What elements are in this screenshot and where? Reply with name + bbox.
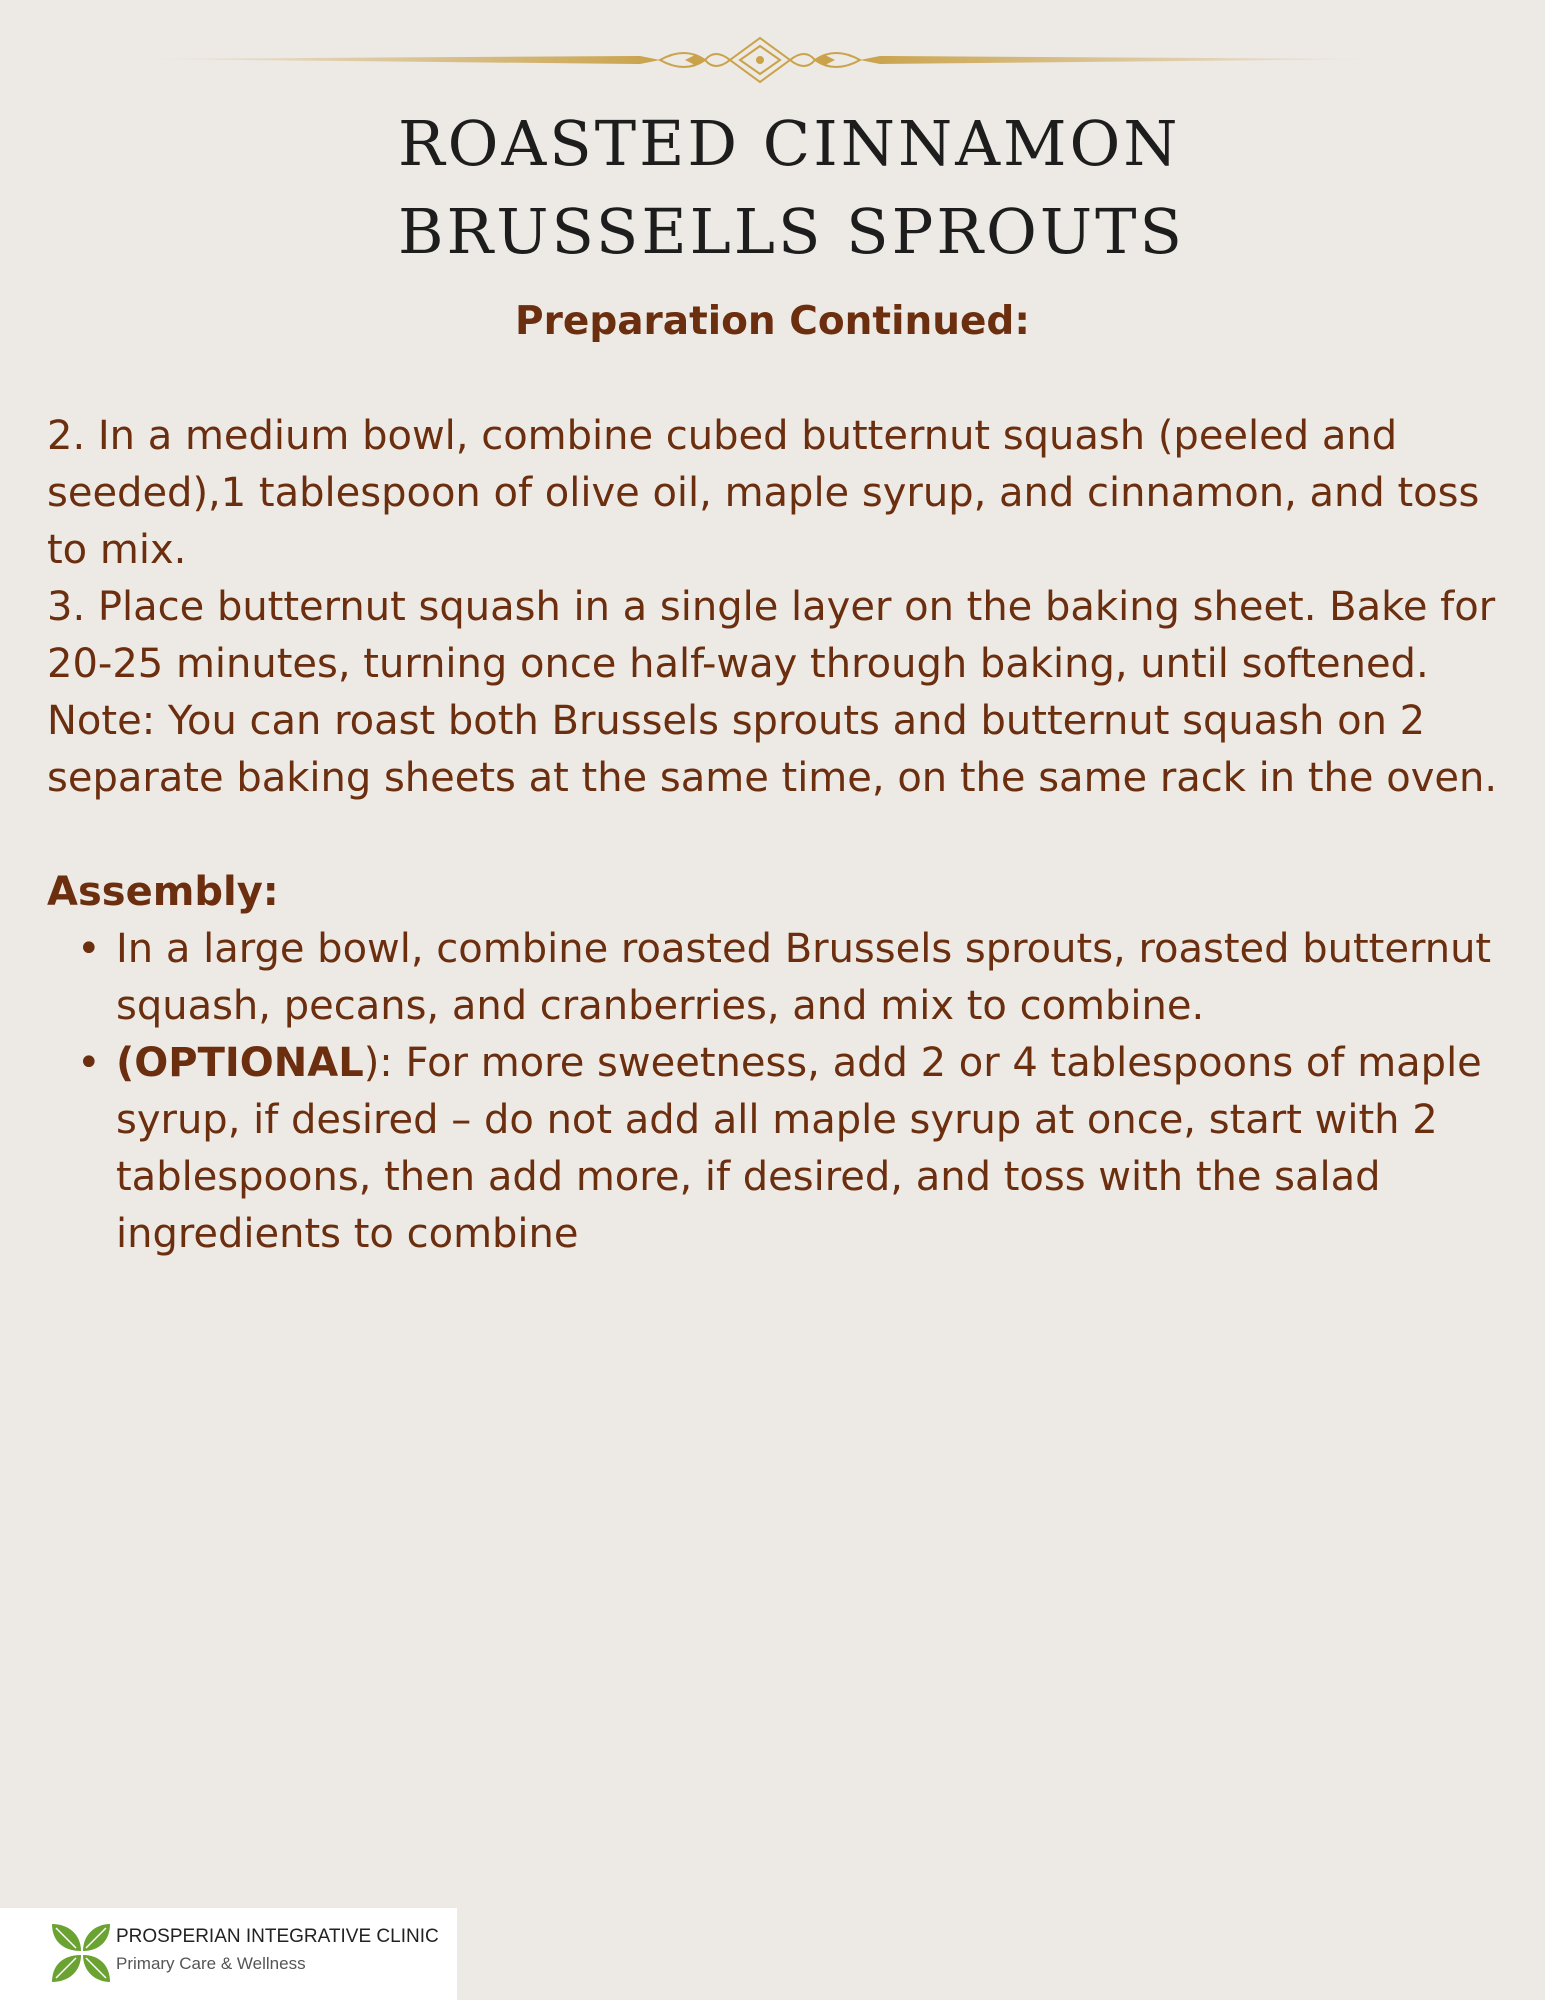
decorative-divider (140, 36, 1380, 84)
preparation-heading-text: Preparation Continued: (515, 299, 1030, 344)
preparation-step-3: 3. Place butternut squash in a single layer on the baking sheet. Bake for 20-25 minutes, turning once half-way through baking, until softened. (47, 584, 1496, 687)
bullet-marker: • (77, 926, 101, 972)
assembly-list (47, 921, 1517, 1263)
list-item (77, 1035, 1517, 1263)
recipe-title (398, 100, 1298, 276)
preparation-heading (0, 294, 1545, 350)
leaf-logo-icon (48, 1920, 114, 1986)
recipe-body (47, 408, 1517, 1263)
assembly-heading: Assembly: (47, 869, 279, 915)
optional-label: (OPTIONAL (116, 1040, 364, 1086)
preparation-step-2: 2. In a medium bowl, combine cubed butternut squash (peeled and seeded),1 tablespoon of olive oil, maple syrup, and cinnamon, and toss to mix. (47, 413, 1480, 573)
bullet-marker: • (77, 1040, 101, 1086)
clinic-name: PROSPERIAN INTEGRATIVE CLINIC (116, 1926, 439, 1947)
recipe-title-line1: ROASTED CINNAMON (398, 107, 1181, 180)
recipe-title-line2: BRUSSELLS SPROUTS (398, 195, 1185, 268)
clinic-tagline: Primary Care & Wellness (116, 1954, 306, 1973)
list-item (77, 921, 1517, 1035)
clinic-logo-badge (0, 1908, 457, 2000)
section-spacer (47, 807, 1517, 864)
assembly-item-2-text: ): For more sweetness, add 2 or 4 tablespoons of maple syrup, if desired – do not add all maple syrup at once, start with 2 tablespoons, then add more, if desired, and toss with the salad ingredients to combine (116, 1040, 1482, 1257)
preparation-note: Note: You can roast both Brussels sprouts and butternut squash on 2 separate baking sheets at the same time, on the same rack in the oven. (47, 698, 1498, 801)
assembly-item-1-text: In a large bowl, combine roasted Brussels sprouts, roasted butternut squash, pecans, and cranberries, and mix to combine. (116, 926, 1492, 1029)
